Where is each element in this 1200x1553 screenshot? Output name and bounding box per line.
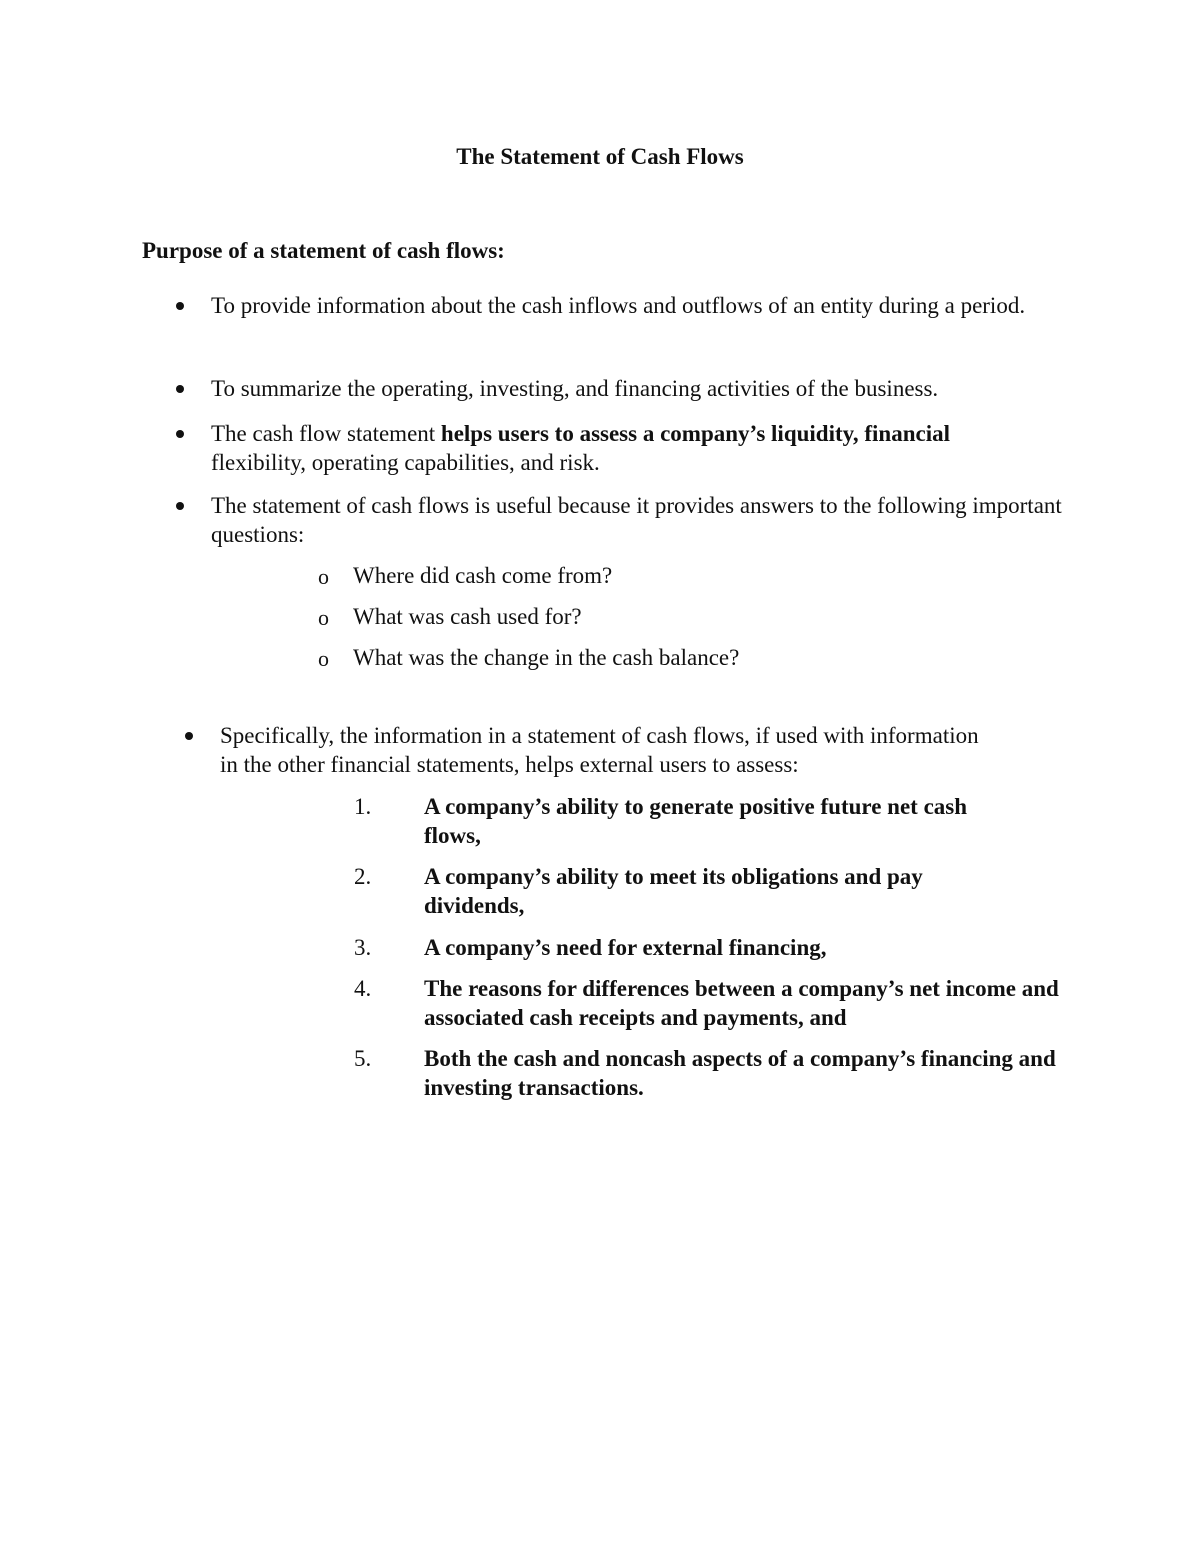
bullet-item-4: The statement of cash flows is useful because it provides answers to the following important questions: [211,493,1062,547]
bullet-dot [176,385,184,393]
bullet-item-1: To provide information about the cash inflows and outflows of an entity during a period. [211,293,1026,318]
bullet-item-specifically: Specifically, the information in a statement of cash flows, if used with information in the other financial statements, helps external users to assess: [220,723,979,777]
list-number: 4. [354,976,372,1001]
question-item-2: What was cash used for? [353,604,582,629]
bullet-item-3 [211,419,1091,477]
assessment-item-3: A company’s need for external financing, [424,935,827,960]
assessment-item-5: Both the cash and noncash aspects of a company’s financing and investing transactions. [424,1046,1056,1100]
bullet-dot [176,302,184,310]
sub-bullet-marker: o [318,605,329,630]
question-item-3: What was the change in the cash balance? [353,645,740,670]
bullet-dot [176,502,184,510]
bullet-dot [185,732,193,740]
sub-bullet-marker: o [318,564,329,589]
bullet-item-3-lead: The cash flow statement [211,421,441,446]
assessment-item-4: The reasons for differences between a company’s net income and associated cash receipts and payments, and [424,976,1059,1030]
sub-bullet-marker: o [318,646,329,671]
bullet-item-3-bold: helps users to assess a company’s liquidity, financial [440,421,950,446]
assessment-item-1: A company’s ability to generate positive future net cash flows, [424,794,968,848]
assessment-item-2: A company’s ability to meet its obligations and pay dividends, [424,864,923,918]
section-heading: Purpose of a statement of cash flows: [142,238,505,263]
bullet-dot [176,430,184,438]
list-number: 3. [354,935,372,960]
list-number: 2. [354,864,372,889]
bullet-item-2: To summarize the operating, investing, and financing activities of the business. [211,376,939,401]
list-number: 5. [354,1046,372,1071]
document-title: The Statement of Cash Flows [456,144,744,169]
question-item-1: Where did cash come from? [353,563,613,588]
list-number: 1. [354,794,372,819]
bullet-item-3-rest: flexibility, operating capabilities, and risk. [211,450,600,475]
